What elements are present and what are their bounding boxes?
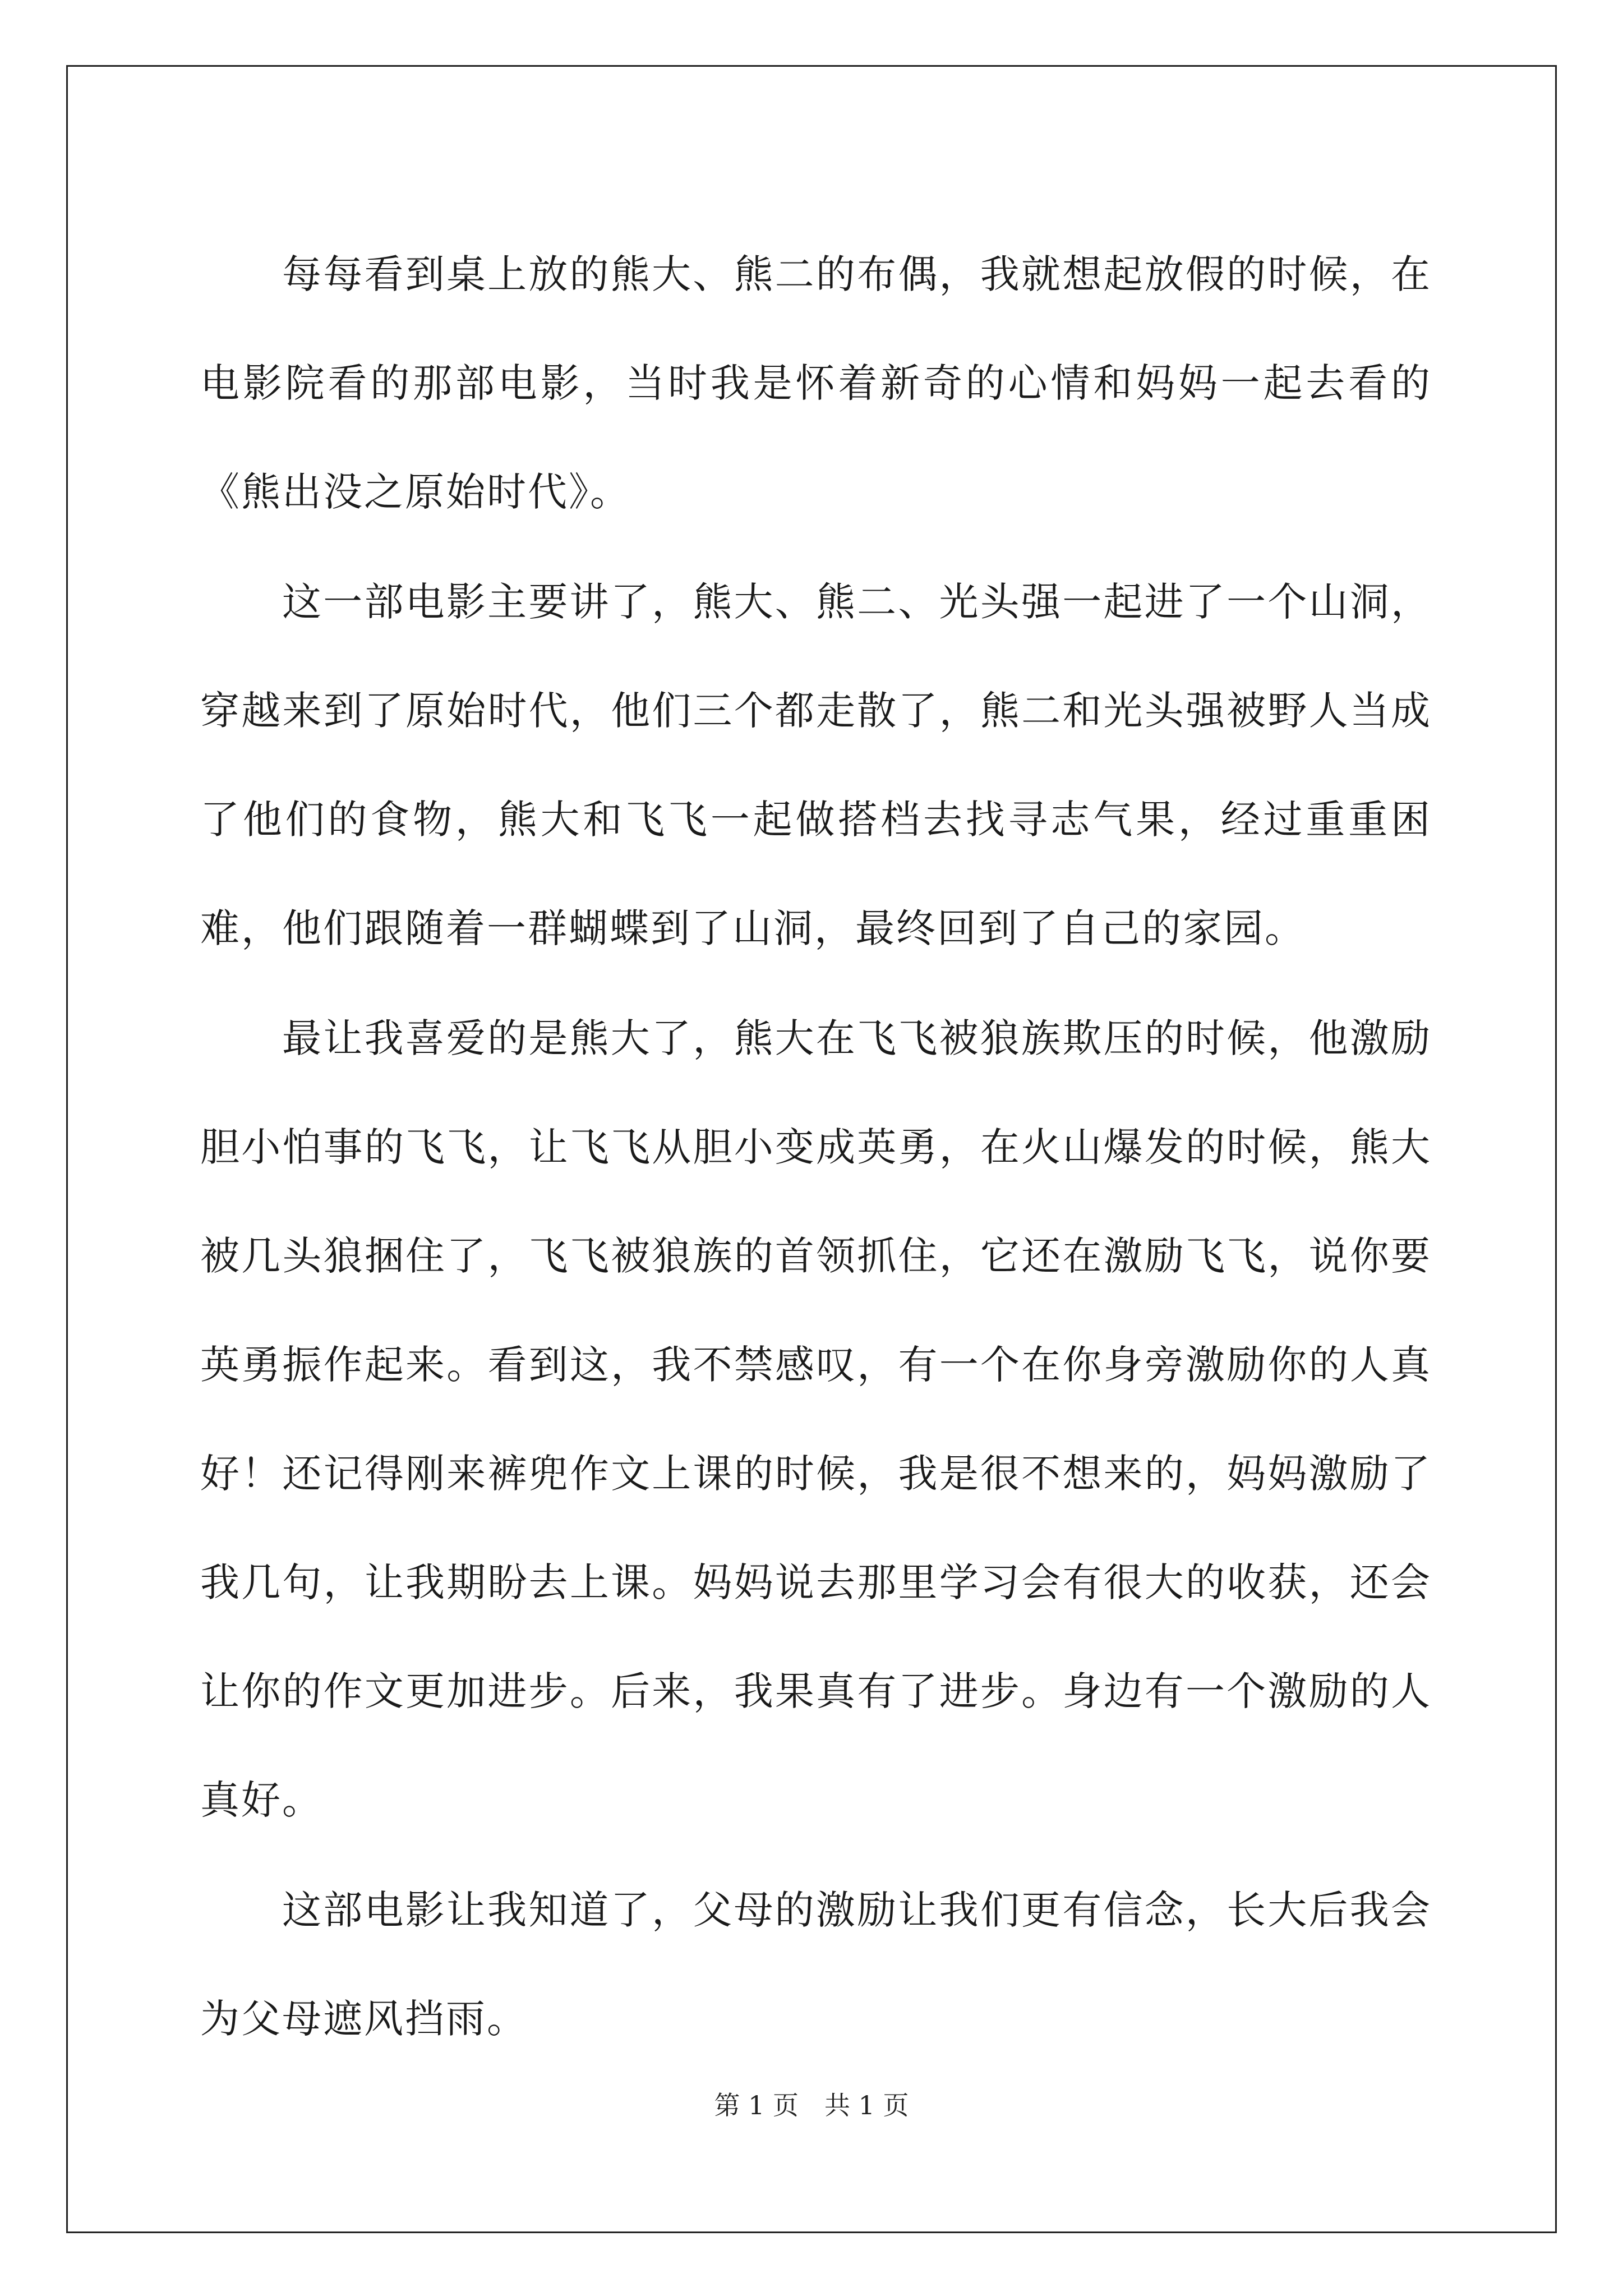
document-body [200, 220, 1432, 2074]
paragraph-4: 这部电影让我知道了，父母的激励让我们更有信念，长大后我会为父母遮风挡雨。 [200, 1887, 1432, 2042]
paragraph-3: 最让我喜爱的是熊大了，熊大在飞飞被狼族欺压的时候，他激励胆小怕事的飞飞，让飞飞从胆小变成英勇，在火山爆发的时候，熊大被几头狼捆住了，飞飞被狼族的首领抓住，它还在激励飞飞，说你要英勇振作起来。看到这，我不禁感叹，有一个在你身旁激励你的人真好！还记得刚来裤兜作文上课的时候，我是很不想来的，妈妈激励了我几句，让我期盼去上课。妈妈说去那里学习会有很大的收获，还会让你的作文更加进步。后来，我果真有了进步。身边有一个激励的人真好。 [200, 1015, 1432, 1823]
page-number-footer: 第 1 页 共 1 页 [714, 2090, 909, 2120]
paragraph-1: 每每看到桌上放的熊大、熊二的布偶，我就想起放假的时候，在电影院看的那部电影，当时我是怀着新奇的心情和妈妈一起去看的《熊出没之原始时代》。 [200, 251, 1432, 515]
paragraph-2: 这一部电影主要讲了，熊大、熊二、光头强一起进了一个山洞，穿越来到了原始时代，他们三个都走散了，熊二和光头强被野人当成了他们的食物，熊大和飞飞一起做搭档去找寻志气果，经过重重困难，他们跟随着一群蝴蝶到了山洞，最终回到了自己的家园。 [200, 579, 1432, 951]
